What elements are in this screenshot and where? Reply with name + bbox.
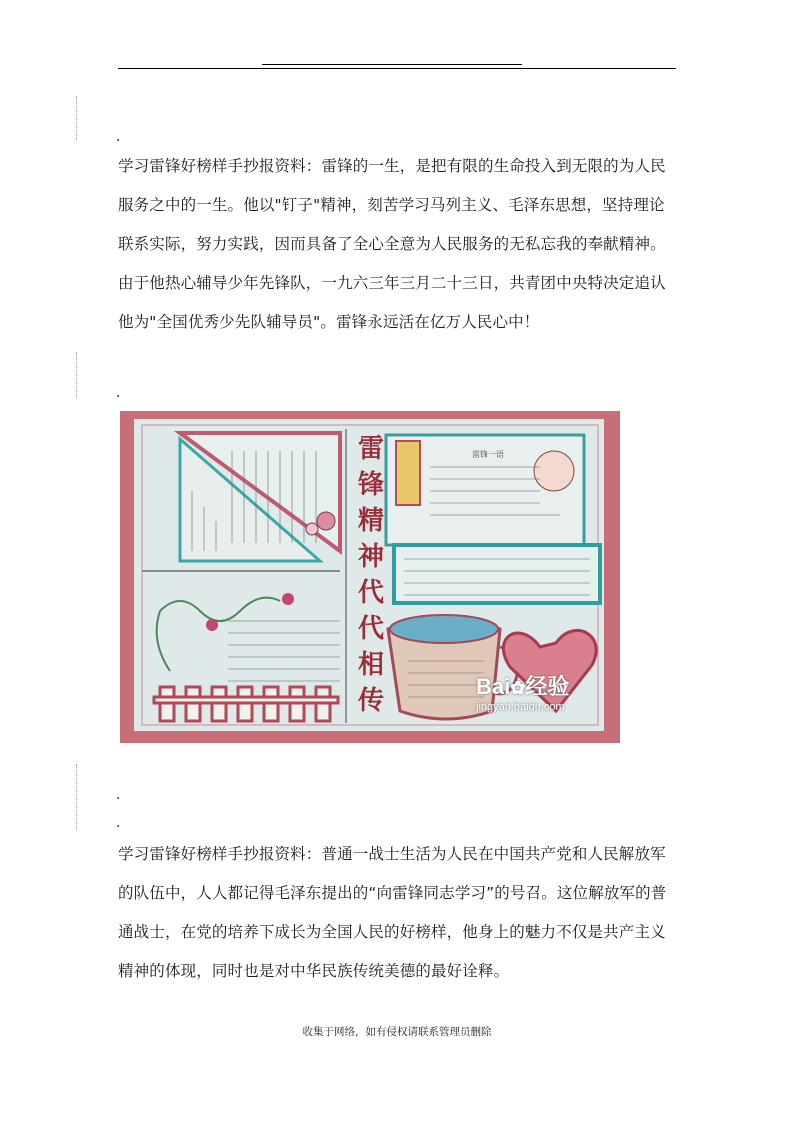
- paragraph-marker: .: [116, 787, 121, 803]
- title-char: 神: [357, 542, 384, 572]
- newspaper-title: [356, 431, 386, 719]
- title-char: 代: [357, 578, 384, 608]
- paragraph-marker: .: [116, 129, 121, 145]
- handwritten-newspaper-photo: [120, 411, 620, 743]
- watermark-brand: Bai: [476, 674, 511, 699]
- baidu-watermark: [476, 675, 616, 714]
- title-char: 精: [357, 506, 384, 536]
- title-char: 雷: [357, 434, 384, 464]
- title-char: 锋: [357, 470, 384, 500]
- header-short-rule: [262, 64, 522, 65]
- panel-heading: 雷锋一语: [472, 450, 504, 459]
- header-rule: [118, 68, 676, 69]
- paw-icon: ✿: [510, 678, 526, 698]
- margin-dotted-rule: [76, 352, 77, 398]
- margin-dotted-rule: [76, 764, 77, 830]
- title-char: 传: [357, 686, 384, 716]
- watermark-url: jingyan.baidu.com: [476, 701, 565, 713]
- watermark-jingyan: 经验: [525, 674, 570, 699]
- margin-dotted-rule: [76, 96, 77, 140]
- title-char: 相: [357, 650, 384, 680]
- paragraph-ordinary-soldier: 学习雷锋好榜样手抄报资料：普通一战士生活为人民在中国共产党和人民解放军的队伍中，人人都记得毛泽东提出的“向雷锋同志学习”的号召。这位解放军的普通战士，在党的培养下成长为全国人民的好榜样，他身上的魅力不仅是共产主义精神的体现，同时也是对中华民族传统美德的最好诠释。: [118, 845, 667, 980]
- paragraph-lei-feng-life: 学习雷锋好榜样手抄报资料：雷锋的一生，是把有限的生命投入到无限的为人民服务之中的一生。他以"钉子"精神，刻苦学习马列主义、毛泽东思想，坚持理论联系实际，努力实践，因而具备了全心全意为人民服务的无私忘我的奉献精神。由于他热心辅导少年先锋队，一九六三年三月二十三日，共青团中央特决定追认他为"全国优秀少先队辅导员"。雷锋永远活在亿万人民心中！: [118, 157, 666, 331]
- title-char: 代: [357, 614, 384, 644]
- paragraph-marker: .: [116, 385, 121, 401]
- paragraph-marker: .: [116, 815, 121, 831]
- page-footer: 收集于网络，如有侵权请联系管理员删除: [302, 1026, 492, 1038]
